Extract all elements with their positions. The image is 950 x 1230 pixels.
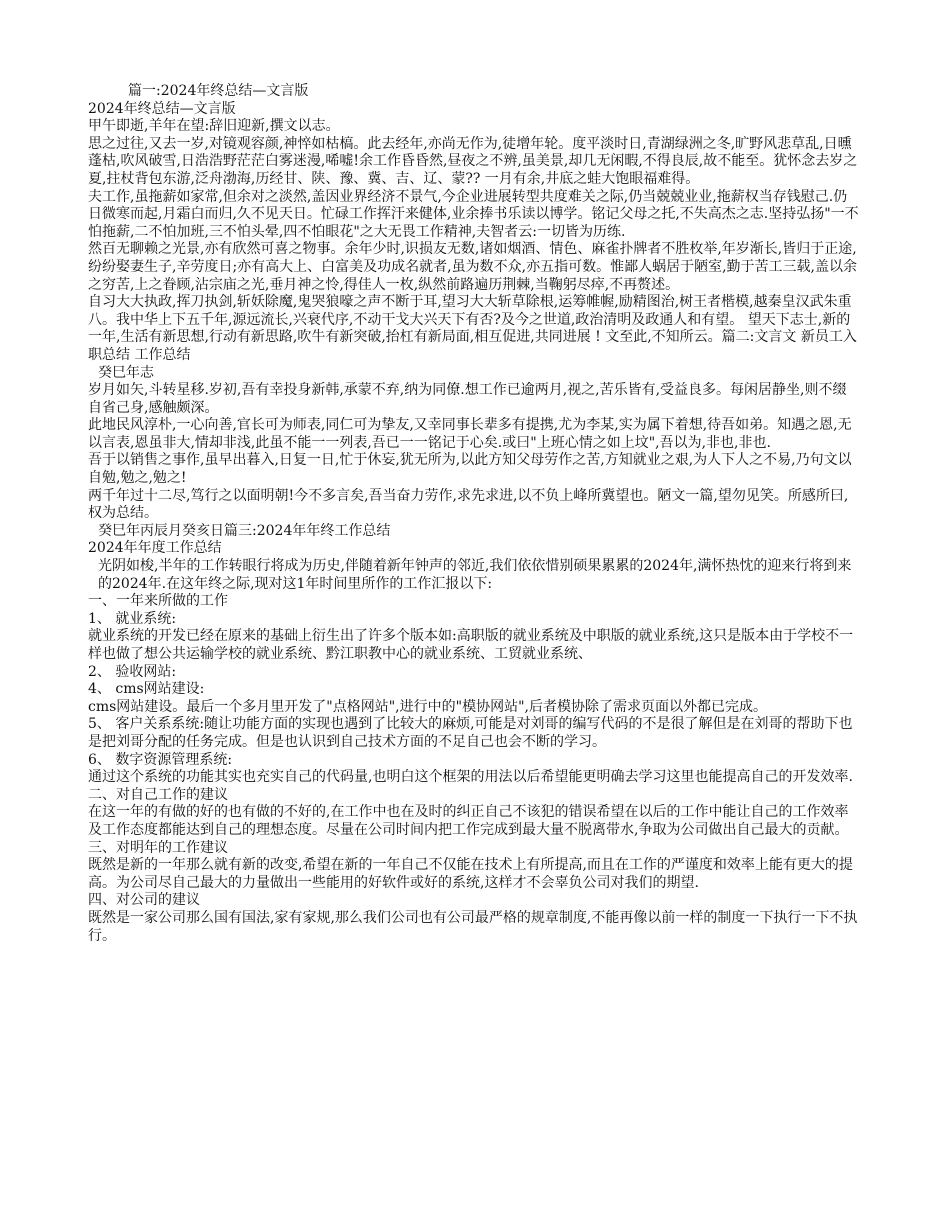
subheading: 癸巳年志 <box>98 364 154 381</box>
paragraph: 就业系统的开发已经在原来的基础上衍生出了许多个版本如:高职版的就业系统及中职版的就业系统,这只是版本由于学校不一样也做了想公共运输学校的就业系统、黔江职教中心的就业系统、工贸就业系统、 <box>88 628 854 662</box>
list-item: 1、 就业系统: <box>88 610 177 627</box>
paragraph: cms网站建设。最后一个多月里开发了"点格网站",进行中的"模协网站",后者模协除了需求页面以外都已完成。 <box>88 698 767 715</box>
paragraph: 思之过往,又去一岁,对镜观容颜,神悴如枯槁。此去经年,亦尚无作为,徒增年轮。度平淡时日,青湖绿洲之冬,旷野风悲草乱,日曛蓬枯,吹风破雪,日浩浩野茫茫白雾迷漫,唏嘘!余工作昏昏然,昼夜之不辨,虽美景,却几无闲暇,不得良辰,故不能至。犹怀念去岁之夏,拄杖背包东游,泛舟渤海,历经甘、陕、豫、冀、吉、辽、蒙?? 一月有余,井底之蛙大饱眼福难得。 <box>88 135 858 187</box>
paragraph: 自习大大执政,挥刀执剑,斩妖除魔,鬼哭狼嚎之声不断于耳,望习大大斩草除根,运筹帷幄,励精图治,树王者楷模,越秦皇汉武朱重八。我中华上下五千年,源远流长,兴衰代序,不动干戈大兴天下有否?及今之世道,政治清明及政通人和有望。 望天下志士,新的一年,生活有新思想,行动有新思路,吹牛有新突破,抬杠有新局面,相互促进,共同进展 ! 文至此,不知所云。篇二:文言文 新员工入职总结 工作总结 <box>88 294 857 363</box>
list-item: 4、 cms网站建设: <box>88 681 205 698</box>
list-item: 6、 数字资源管理系统: <box>88 751 233 768</box>
paragraph: 既然是新的一年那么就有新的改变,希望在新的一年自己不仅能在技术上有所提高,而且在工作的严谨度和效率上能有更大的提高。为公司尽自己最大的力量做出一些能用的好软件或好的系统,这样才不会辜负公司对我们的期望. <box>88 857 853 891</box>
paragraph: 光阴如梭,半年的工作转眼行将成为历史,伴随着新年钟声的邻近,我们依依惜别硕果累累的2024年,满怀热忱的迎来行将到来的2024年.在这年终之际,现对这1年时间里所作的工作汇报以下: <box>98 558 852 592</box>
list-item: 2、 验收网站: <box>88 663 177 680</box>
paragraph: 吾于以销售之事作,虽早出暮入,日复一日,忙于休妄,犹无所为,以此方知父母劳作之苦,方知就业之艰,为人下人之不易,乃句文以自勉,勉之,勉之! <box>88 452 852 487</box>
list-item: 5、 客户关系系统:随让功能方面的实现也遇到了比较大的麻烦,可能是对刘哥的编写代码的不是很了解但是在刘哥的帮助下也是把刘哥分配的任务完成。但是也认识到自己技术方面的不足自己也会不断的学习。 <box>88 716 853 750</box>
section-heading-1: 篇一:2024年终总结—文言版 <box>128 83 309 99</box>
list-heading: 四、对公司的建议 <box>88 892 200 909</box>
paragraph: 然百无聊赖之光景,亦有欣然可喜之物事。余年少时,识损友无数,诸如烟酒、情色、麻雀扑牌者不胜枚举,年岁渐长,皆归于正途,纷纷娶妻生子,辛劳度日;亦有高大上、白富美及功成名就者,虽为数不众,亦五指可数。惟鄙人蜗居于陋室,勤于苦工三载,盖以余之穷苦,上之眷顾,沾宗庙之光,垂月神之怜,得佳人一枚,纵然前路遍历荆棘,当鞠躬尽瘁,不再赘述。 <box>88 241 857 293</box>
paragraph: 甲午即逝,羊年在望:辞旧迎新,撰文以志。 <box>88 118 340 135</box>
doc-title-3: 2024年年度工作总结 <box>88 540 222 557</box>
paragraph: 夫工作,虽拖薪如家常,但余对之淡然,盖因业界经济不景气,今企业进展转型共度难关之际,仍当兢兢业业,拖薪权当存钱慰己.仍日微寒而起,月霜白而归,久不见天日。忙碌工作挥汗来健体,业余捧书乐读以博学。铭记父母之托,不失高杰之志.坚持弘扬"一不怕拖薪,二不怕加班,三不怕头晕,四不怕眼花"之大无畏工作精神,夫智者云:一切皆为历练. <box>88 188 859 240</box>
paragraph: 既然是一家公司那么国有国法,家有家规,那么我们公司也有公司最严格的规章制度,不能再像以前一样的制度一下执行一下不执行。 <box>88 909 858 944</box>
list-heading: 三、对明年的工作建议 <box>88 839 228 856</box>
list-heading: 二、对自己工作的建议 <box>88 786 228 803</box>
section-heading-3: 癸巳年丙辰月癸亥日篇三:2024年年终工作总结 <box>98 522 391 539</box>
paragraph: 两千年过十二尽,笃行之以面明朝!今不多言矣,吾当奋力劳作,求先求进,以不负上峰所冀望也。陋文一篇,望勿见笑。所感所曰,权为总结。 <box>88 487 849 522</box>
paragraph: 岁月如矢,斗转星移.岁初,吾有幸投身新韩,承蒙不弃,纳为同僚.想工作已逾两月,视之,苦乐皆有,受益良多。每闲居静坐,则不缀自省己身,感触颇深。 <box>88 382 847 416</box>
list-heading: 一、一年来所做的工作 <box>88 593 228 610</box>
doc-title-1: 2024年终总结—文言版 <box>88 100 236 117</box>
paragraph: 此地民风淳朴,一心向善,官长可为师表,同仁可为挚友,又幸同事长辈多有提携,尤为李某,实为属下着想,待吾如弟。知遇之恩,无以言表,恩虽非大,情却非浅,此虽不能一一列表,吾已一一铭记于心矣.或曰"上班心情之如上坟",吾以为,非也,非也. <box>88 417 852 451</box>
paragraph: 通过这个系统的功能其实也充实自己的代码量,也明白这个框架的用法以后希望能更明确去学习这里也能提高自己的开发效率. <box>88 769 853 786</box>
paragraph: 在这一年的有做的好的也有做的不好的,在工作中也在及时的纠正自己不该犯的错误希望在以后的工作中能让自己的工作效率及工作态度都能达到自己的理想态度。尽量在公司时间内把工作完成到最大量不脱离带水,争取为公司做出自己最大的贡献。 <box>88 804 849 838</box>
